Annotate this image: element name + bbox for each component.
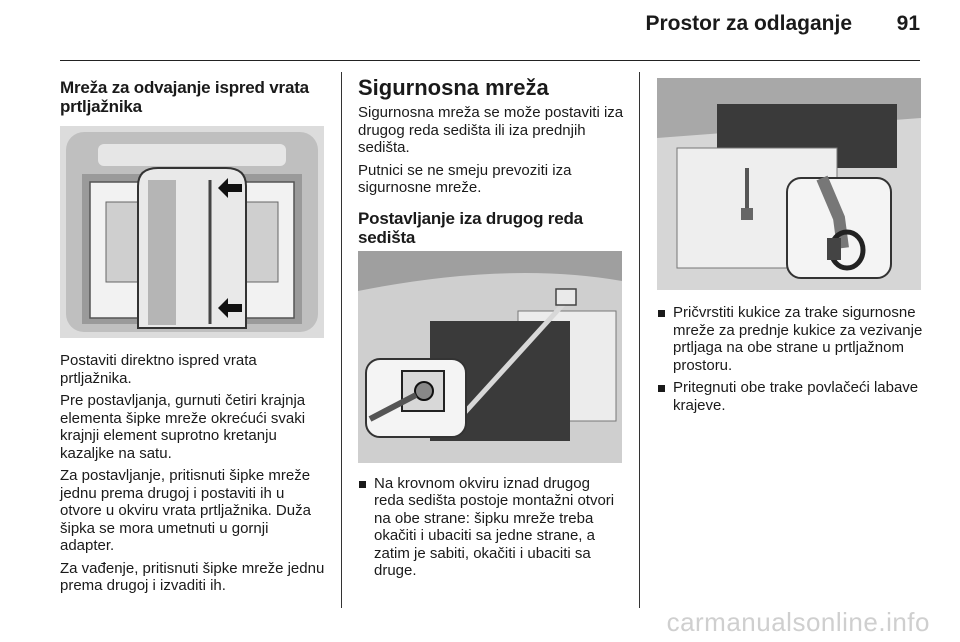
bullet-item <box>657 379 923 414</box>
bullet-square-icon <box>658 310 665 317</box>
paragraph: Sigurnosna mreža se može postaviti iza drugog reda sedišta ili iza prednjih sedišta. <box>358 104 624 156</box>
bullet-square-icon <box>658 385 665 392</box>
header-title: Prostor za odlaganje <box>645 12 852 35</box>
header-rule <box>60 60 920 61</box>
bullet-item <box>657 304 923 374</box>
bullet-text: Pričvrstiti kukice za trake sigurnosne mreže za prednje kukice za vezivanje prtljaga na obe strane u prtljažnom prostoru. <box>673 304 923 374</box>
bullet-text: Pritegnuti obe trake povlačeći labave krajeve. <box>673 379 919 414</box>
roof-mounting-figure <box>358 251 622 463</box>
paragraph: Za postavljanje, pritisnuti šipke mreže jednu prema drugoj i postaviti ih u otvore u okviru vrata prtljažnika. Duža šipka se mora umetnuti u gornji adapter. <box>60 467 311 554</box>
paragraph: Za vađenje, pritisnuti šipke mreže jednu prema drugoj i izvaditi ih. <box>60 559 325 594</box>
paragraph: Pre postavljanja, gurnuti četiri krajnja elementa šipke mreže okrećući svaki krajnji element suprotno kretanju kazaljke na satu. <box>60 392 306 462</box>
column-right <box>657 72 923 419</box>
column-divider-2 <box>639 72 640 608</box>
partition-net-figure <box>60 126 324 338</box>
bullet-square-icon <box>359 481 366 488</box>
subheading-second-row: Postavljanje iza drugog reda sedišta <box>358 208 583 247</box>
section-heading-partition-net: Mreža za odvajanje ispred vrata prtljažnika <box>60 78 309 116</box>
paragraph: Postaviti direktno ispred vrata prtljažnika. <box>60 352 257 387</box>
cargo-hook-figure <box>657 78 921 290</box>
bullet-text: Na krovnom okviru iznad drugog reda sedišta postoje montažni otvori na obe strane: šipku mreže treba okačiti i ubaciti sa jedne strane, a zatim je sabiti, okačiti i ubaciti sa druge. <box>374 474 615 579</box>
section-heading-safety-net: Sigurnosna mreža <box>358 75 549 100</box>
page-number: 91 <box>896 12 920 35</box>
bullet-item <box>358 475 624 580</box>
watermark: carmanualsonline.info <box>666 607 930 637</box>
column-divider-1 <box>341 72 342 608</box>
paragraph: Putnici se ne smeju prevoziti iza sigurnosne mreže. <box>358 161 572 196</box>
column-left <box>60 72 326 600</box>
column-middle <box>358 72 624 585</box>
